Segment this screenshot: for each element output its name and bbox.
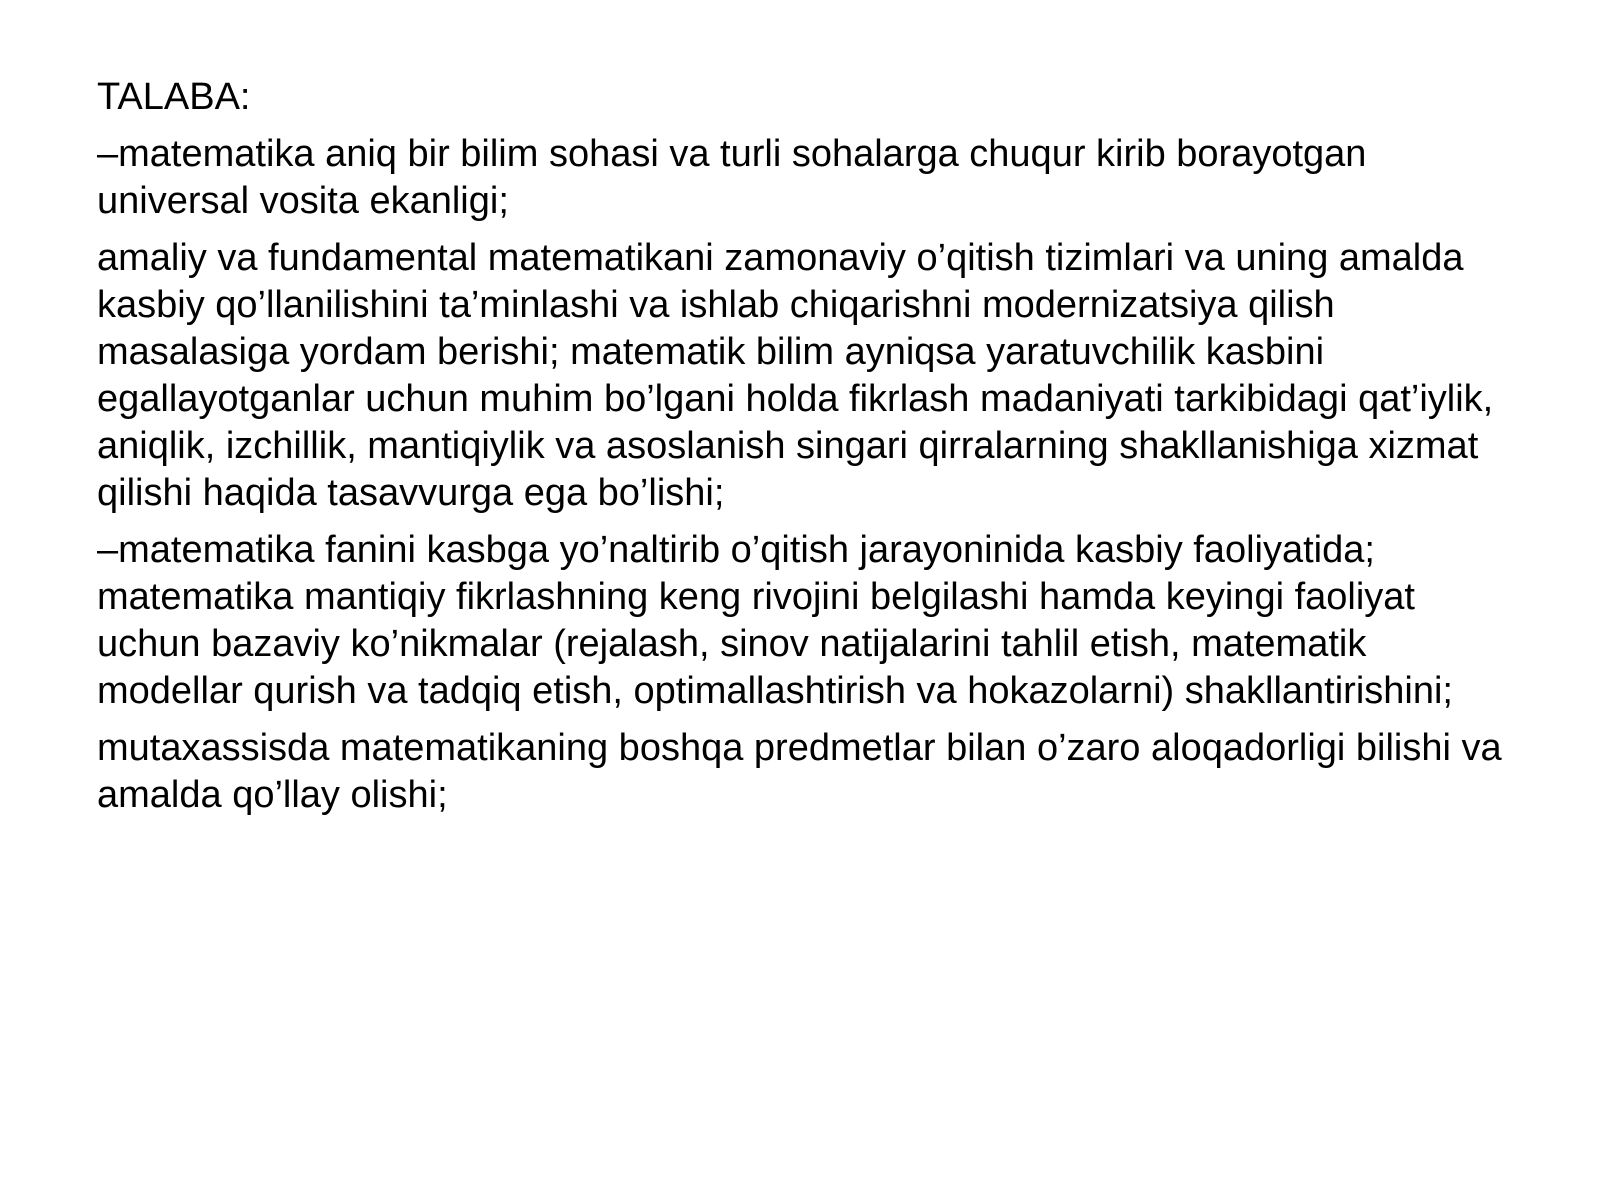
slide-heading: TALABA: xyxy=(97,76,251,118)
paragraph-2: amaliy va fundamental matematikani zamonaviy o’qitish tizimlari va uning amalda kasbiy qo’llanilishini ta’minlashi va ishlab chiqarishni modernizatsiya qilish masalasiga yordam berishi; matematik bilim ayniqsa yaratuvchilik kasbini egallayotganlar uchun muhim bo’lgani holda fikrlash madaniyati tarkibidagi qat’iylik, aniqlik, izchillik, mantiqiylik va asoslanish singari qirralarning shakllanishiga xizmat qilishi haqida tasavvurga ega bo’lishi; xyxy=(97,237,1494,514)
slide-content xyxy=(97,74,1517,829)
paragraph-1: –matematika aniq bir bilim sohasi va turli sohalarga chuqur kirib borayotgan universal vosita ekanligi; xyxy=(97,133,1367,222)
paragraph-4: mutaxassisda matematikaning boshqa predmetlar bilan o’zaro aloqadorligi bilishi va amalda qo’llay olishi; xyxy=(97,727,1502,816)
paragraph-3: –matematika fanini kasbga yo’naltirib o’qitish jarayoninida kasbiy faoliyatida; matematika mantiqiy fikrlashning keng rivojini belgilashi hamda keyingi faoliyat uchun bazaviy ko’nikmalar (rejalash, sinov natijalarini tahlil etish, matematik modellar qurish va tadqiq etish, optimallashtirish va hokazolarni) shakllantirishini; xyxy=(97,529,1453,712)
